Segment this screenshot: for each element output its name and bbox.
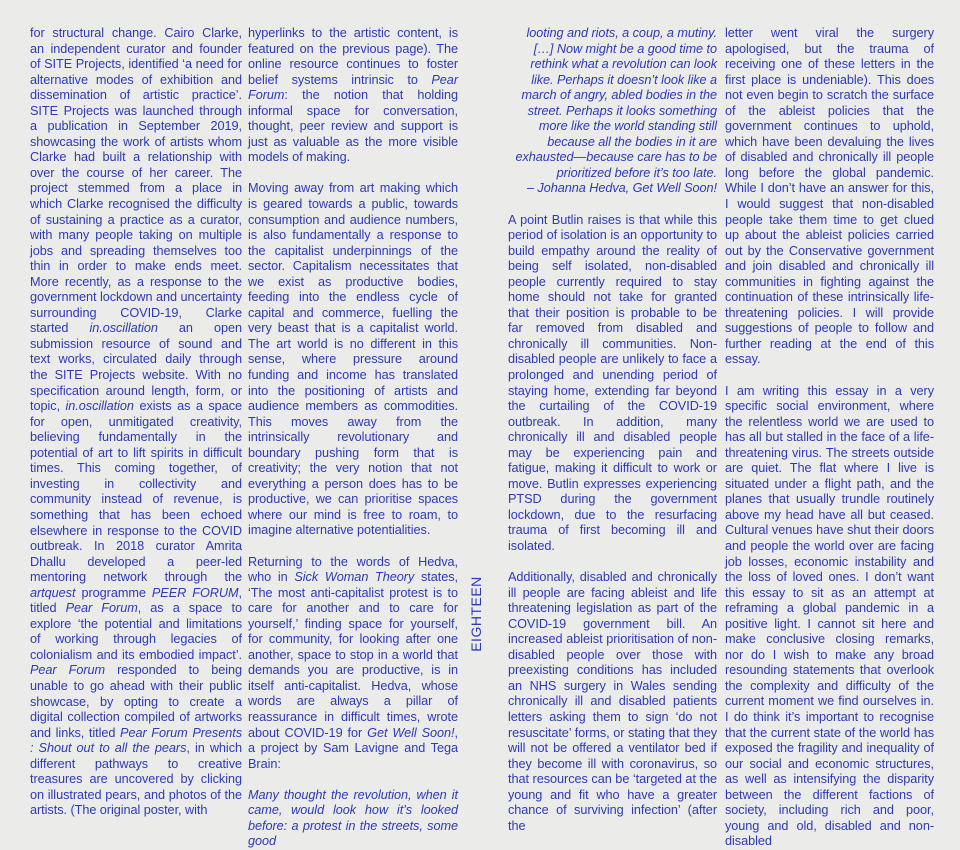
page-number-label: EIGHTEEN: [468, 576, 484, 652]
paragraph: Additionally, disabled and chronically ill people are facing ableist and life threatening legislation as part of the COVID-19 government bill. An increased ableist prioritisation of non-disabled people over those with preexisting conditions has included an NHS surgery in Wales sending chronically ill and disabled patients letters asking them to sign ‘do not resuscitate’ forms, or stating that they will not be offered a ventilator bed if they become ill with coronavirus, so that resources can be ‘targeted at the young and fit who have a greater chance of surviving infection’ (after the: [508, 570, 717, 833]
paragraph: A point Butlin raises is that while this period of isolation is an opportunity to build empathy around the reality of being self isolated, non-disabled people currently required to stay home should not take for granted that their position is probable to be far removed from disabled and chronically ill communities. Non-disabled people are unlikely to face a prolonged and unending period of staying home, extending far beyond the curtailing of the COVID-19 outbreak. In addition, many chronically ill and disabled people may be experiencing pain and fatigue, making it difficult to work or move. Butlin expresses experiencing PTSD during the government lockdown, due to the resurfacing trauma of first becoming ill and isolated.: [508, 212, 717, 553]
block-quote-start: Many thought the revolution, when it came, would look how it’s looked before: a protest in the streets, some good: [248, 787, 458, 849]
paragraph: for structural change. Cairo Clarke, an independent curator and founder of SITE Projects, identified ‘a need for alternative modes of exhibition and dissemination of artistic practice’. SITE Projects was launched through a publication in September 2019, showcasing the work of artists whom Clarke had built a relationship with over the course of her career. The project stemmed from a place in which Clarke recognised the difficulty of sustaining a practice as a curator, with many people taking on multiple jobs and spreading themselves too thin in order to make ends meet. More recently, as a response to the government lockdown and uncertainty surrounding COVID-19, Clarke started in.oscillation an open submission resource of sound and text works, circulated daily through the SITE Projects website. With no specification around length, form, or topic, in.oscillation exists as a space for open, unmitigated creativity, believing fundamentally in the potential of art to lift spirits in difficult times. This coming together, of investing in collectivity and community instead of revenue, is something that has been echoed elsewhere in response to the COVID outbreak. In 2018 curator Amrita Dhallu developed a peer-led mentoring network through the artquest programme PEER FORUM, titled Pear Forum, as a space to explore ‘the potential and limitations of working through legacies of colonialism and its embodied impact’. Pear Forum responded to being unable to go ahead with their public showcase, by opting to create a digital collection compiled of artworks and links, titled Pear Forum Presents : Shout out to all the pears, in which different pathways to creative treasures are uncovered by clicking on illustrated pears, and photos of the artists. (The original poster, with: [30, 26, 243, 818]
right-page-column-1: [508, 26, 717, 834]
quote-attribution: – Johanna Hedva, Get Well Soon!: [526, 181, 717, 196]
paragraph: Returning to the words of Hedva, who in Sick Woman Theory states, ‘The most anti-capitalist protest is to care for another and to care for yourself,’ finding space for yourself, for community, for looking after one another, space to stop in a world that demands you are productive, is in itself anti-capitalist. Hedva, whose words are always a pillar of reassurance in difficult times, wrote about COVID-19 for Get Well Soon!, a project by Sam Lavigne and Tega Brain:: [248, 554, 458, 771]
page-number: [464, 564, 488, 664]
paragraph: hyperlinks to the artistic content, is featured on the previous page). The online resource continues to foster belief systems intrinsic to Pear Forum: the notion that holding informal space for conversation, thought, peer review and support is just as valuable as the more visible models of making.: [248, 26, 458, 165]
right-page-column-2: [725, 26, 934, 850]
paragraph: I am writing this essay in a very specific social environment, where the relentless world we are used to has all but stalled in the face of a life-threatening virus. The streets outside are quiet. The flat where I live is situated under a flight path, and the planes that usually trundle routinely above my head have all but ceased. Cultural venues have shut their doors and people the world over are facing job losses, economic instability and the loss of loved ones. I don’t want this essay to sit as an attempt at reframing a global pandemic in a positive light. I cannot sit here and make conclusive closing remarks, nor do I wish to make any broad resounding statements that overlook the complexity and difficulty of the current moment we find ourselves in. I do think it’s important to recognise that the current state of the world has exposed the fragility and inequality of our social and economic structures, as well as intensifying the disparity between the different factions of society, including rich and poor, young and old, disabled and non-disabled: [725, 383, 934, 849]
paragraph: letter went viral the surgery apologised, but the trauma of receiving one of these letters in the first place is undeniable). This does not even begin to scratch the surface of the ableist policies that the government continues to uphold, which have been devaluing the lives of disabled and chronically ill people long before the global pandemic. While I don’t have an answer for this, I would suggest that non-disabled people take them time to get clued up about the ableist policies carried out by the Conservative government and join disabled and chronically ill communities in fighting against the continuation of these intrinsically life-threatening policies. I will provide suggestions of people to follow and further reading at the end of this essay.: [725, 26, 934, 367]
block-quote: looting and riots, a coup, a mutiny. […] Now might be a good time to rethink what a revolution can look like. Perhaps it doesn’t look like a march of angry, abled bodies in the street. Perhaps it looks something more like the world standing still because all the bodies in it are exhausted—because care has to be prioritized before it’s too late. – Johanna Hedva, Get Well Soon!: [508, 26, 717, 197]
left-page-column-2: [248, 26, 458, 850]
paragraph: Moving away from art making which is geared towards a public, towards consumption and audience numbers, is also fundamentally a response to the capitalist underpinnings of the sector. Capitalism necessitates that we exist as productive bodies, feeding into the endless cycle of capital and commerce, fuelling the very beast that is a capitalist world. The art world is no different in this sense, where pressure around funding and income has translated into the positioning of artists and audience members as commodities. This moves away from the intrinsically revolutionary and boundary pushing form that is creativity; the very notion that not everything a person does has to be productive, we can prioritise spaces where our mind is free to roam, to imagine alternative potentialities.: [248, 181, 458, 538]
left-page-column-1: [30, 26, 242, 819]
